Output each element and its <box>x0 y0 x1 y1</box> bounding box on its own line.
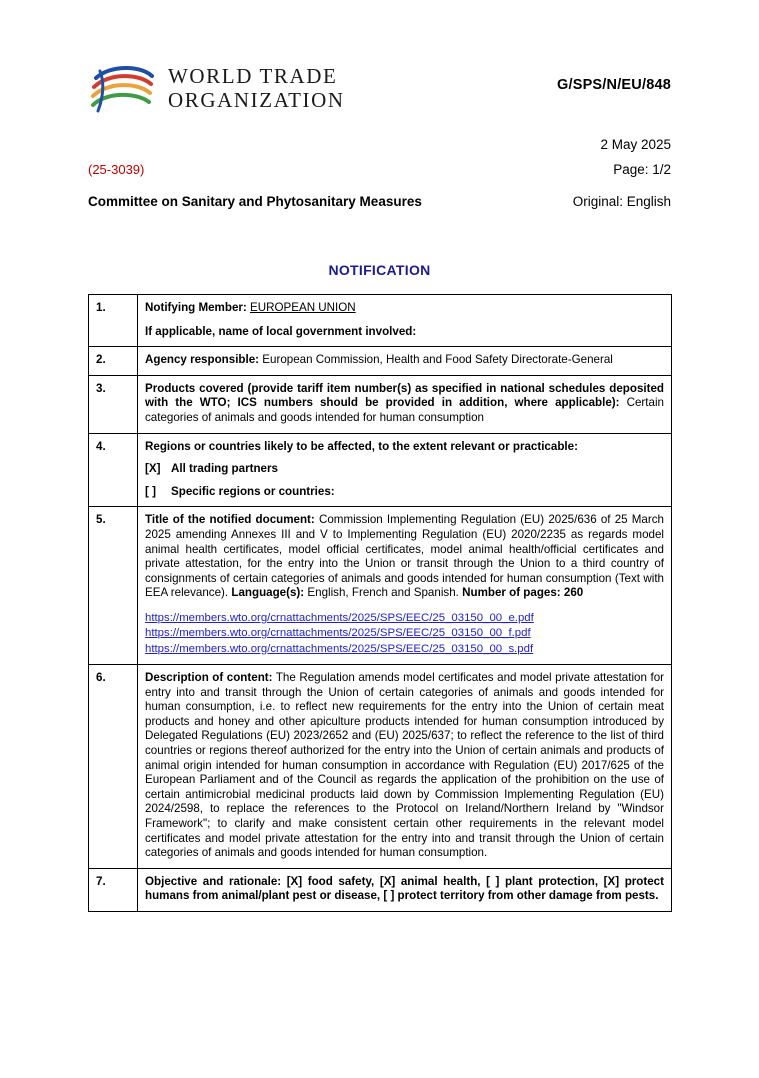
all-trading-partners-checkbox[interactable]: [X] <box>145 462 161 476</box>
objective-rationale: Objective and rationale: [X] food safety, [X] animal health, [ ] plant protection, [X] protect humans from animal/plant pest or disease, [ ] protect territory from other damage from pests. <box>138 868 672 911</box>
document-symbol: G/SPS/N/EU/848 <box>556 77 671 93</box>
attachment-links <box>145 611 664 657</box>
row-content <box>138 375 672 433</box>
wto-logo-text <box>168 65 345 112</box>
row-number: 6. <box>89 665 138 869</box>
row-content <box>138 433 672 507</box>
notifying-member-value: EUROPEAN UNION <box>250 301 356 314</box>
notifying-member-line <box>145 301 664 316</box>
description-value: The Regulation amends model certificates and model private attestation for entry into and transit through the Union of certain categories of animals and goods intended for human consumption, i.e. to reflect new requirements for the entry into the Union of certain meat products and honey and other apiculture products intended for human consumption introduced by Delegated Regulations (EU) 2023/2652 and (EU) 2025/637; to reflect the reference to the list of third countries or regions thereof authorized for the entry into the Union of certain animals and products of animal origin intended for human consumption in accordance with Regulation (EU) 2017/625 of the European Parliament and of the Council as regards the application of the prohibition on the use of certain antimicrobial medicinal products laid down by Commission Implementing Regulation (EU) 2024/2598, to replace the references to the Protocol on Ireland/Northern Ireland by "Windsor Framework"; to clarify and make consistent certain other requirements in the relevant model certificates and model private attestation for the entry into and transit through the Union of certain categories of animals and goods intended for human consumption. <box>145 671 665 860</box>
page-title: NOTIFICATION <box>328 262 431 278</box>
row-number: 7. <box>89 868 138 911</box>
wto-logo-mark <box>88 61 160 117</box>
regions-label: Regions or countries likely to be affected, to the extent relevant or practicable: <box>145 439 578 453</box>
language-label: Language(s): <box>231 586 305 600</box>
title-label: Title of the notified document: <box>145 513 315 527</box>
row-number: 3. <box>89 375 138 433</box>
wto-logo-line1: WORLD TRADE <box>168 64 338 89</box>
title-value: Commission Implementing Regulation (EU) 2025/636 of 25 March 2025 amending Annexes III and V to Implementing Regulation (EU) 2020/2235 as regards model animal health certificates, model official certificates, model animal health/official certificates and private attestation, for the entry into the Union or transit through the Union to a third country of consignments of certain categories of animals and goods intended for human consumption (Text with EEA relevance). <box>145 513 664 600</box>
row-content <box>138 347 672 376</box>
all-trading-partners-label: All trading partners <box>171 462 278 476</box>
row-number: 5. <box>89 507 138 665</box>
specific-regions-option[interactable] <box>145 485 664 500</box>
job-number: (25-3039) <box>88 162 145 177</box>
pages-label: Number of pages: <box>462 586 561 600</box>
description-label: Description of content: <box>145 671 273 685</box>
table-row <box>89 868 672 911</box>
table-row <box>89 375 672 433</box>
row-number: 1. <box>89 295 138 347</box>
attachment-link-es[interactable]: https://members.wto.org/crnattachments/2025/SPS/EEC/25_03150_00_s.pdf <box>145 642 534 655</box>
table-row <box>89 665 672 869</box>
meta-row <box>88 162 671 182</box>
table-row <box>89 347 672 376</box>
committee-row <box>88 194 671 216</box>
language-value: English, French and Spanish. <box>307 586 459 600</box>
products-covered-value: Certain categories of animals and goods intended for human consumption <box>145 396 664 424</box>
attachment-link-fr[interactable]: https://members.wto.org/crnattachments/2025/SPS/EEC/25_03150_00_f.pdf <box>145 627 531 640</box>
row-content <box>138 507 672 665</box>
document-header <box>88 55 671 125</box>
specific-regions-label: Specific regions or countries: <box>171 484 335 498</box>
pages-value: 260 <box>563 586 584 600</box>
agency-value: European Commission, Health and Food Safety Directorate-General <box>262 353 613 367</box>
products-covered-label: Products covered (provide tariff item number(s) as specified in national schedules deposited with the WTO; ICS numbers should be provided in addition, where applicable): <box>145 381 664 410</box>
page-number: Page: 1/2 <box>613 162 671 177</box>
committee-name: Committee on Sanitary and Phytosanitary Measures <box>88 194 422 209</box>
all-trading-partners-option[interactable] <box>145 462 664 477</box>
specific-regions-checkbox[interactable]: [ ] <box>145 484 156 498</box>
original-language: Original: English <box>572 194 671 209</box>
notification-table <box>88 294 672 912</box>
document-date: 2 May 2025 <box>600 137 671 152</box>
row-number: 2. <box>89 347 138 376</box>
local-government-label: If applicable, name of local government involved: <box>145 324 417 338</box>
table-row <box>89 433 672 507</box>
wto-logo-line2: ORGANIZATION <box>168 88 345 112</box>
row-content <box>138 665 672 869</box>
table-row <box>89 295 672 347</box>
row-number: 4. <box>89 433 138 507</box>
wto-logo <box>88 61 345 117</box>
table-row <box>89 507 672 665</box>
row-content <box>138 295 672 347</box>
attachment-link-en[interactable]: https://members.wto.org/crnattachments/2025/SPS/EEC/25_03150_00_e.pdf <box>145 611 534 624</box>
notifying-member-label: Notifying Member: <box>145 301 247 314</box>
agency-label: Agency responsible: <box>145 353 260 367</box>
